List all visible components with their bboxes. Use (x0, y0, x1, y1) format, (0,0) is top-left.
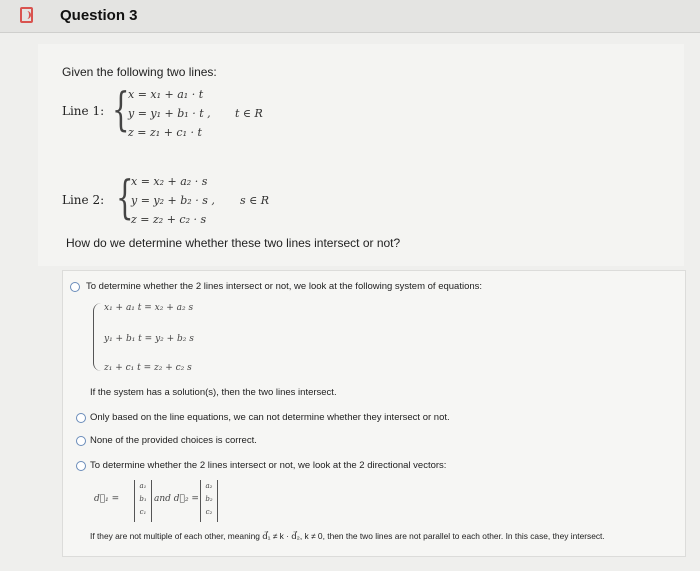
option4-radio[interactable] (76, 461, 86, 471)
option4-d1-c: c₁ (139, 508, 147, 516)
option3-text[interactable]: None of the provided choices is correct. (90, 435, 257, 446)
line2-label: Line 2: (62, 193, 105, 207)
option4-d2-c: c₂ (205, 508, 213, 516)
line2-eq-z: z = z₂ + c₂ · s (131, 213, 207, 226)
option4-d2-vector (200, 480, 218, 522)
option4-d1-label: d⃗₁ = (94, 494, 120, 504)
option1-radio[interactable] (70, 282, 80, 292)
question-title: Question 3 (60, 7, 138, 24)
line2-brace: { (116, 170, 134, 224)
line1-eq-x: x = x₁ + a₁ · t (128, 88, 204, 101)
line1-brace: { (112, 82, 130, 136)
option1-sys-y: y₁ + b₁ t = y₂ + b₂ s (104, 334, 194, 344)
line1-eq-y: y = y₁ + b₁ · t , (128, 107, 211, 120)
option1-sys-z: z₁ + c₁ t = z₂ + c₂ s (104, 363, 192, 373)
option4-text[interactable]: To determine whether the 2 lines intersect or not, we look at the 2 directional vectors: (90, 460, 447, 471)
option4-d2-a: a₂ (205, 482, 213, 490)
line1-eq-z: z = z₁ + c₁ · t (128, 126, 202, 139)
option1-followup: If the system has a solution(s), then the two lines intersect. (90, 387, 337, 398)
option1-text[interactable]: To determine whether the 2 lines intersect or not, we look at the following system of equations: (86, 281, 483, 292)
line2-domain: s ∈ R (240, 194, 270, 207)
question-header (0, 0, 700, 33)
option4-d1-b: b₁ (139, 495, 147, 503)
option2-text[interactable]: Only based on the line equations, we can not determine whether they intersect or not. (90, 412, 450, 423)
line1-domain: t ∈ R (235, 107, 263, 120)
line1-label: Line 1: (62, 104, 105, 118)
option1-sys-x: x₁ + a₁ t = x₂ + a₂ s (104, 303, 194, 313)
question-text: How do we determine whether these two lines intersect or not? (66, 236, 401, 250)
option4-d1-a: a₁ (139, 482, 147, 490)
option4-d2-b: b₂ (205, 495, 213, 503)
option4-followup: If they are not multiple of each other, meaning d⃗₁ ≠ k · d⃗₂, k ≠ 0, then the two lines are not parallel to each other. In this case, they intersect. (90, 531, 605, 541)
flag-icon[interactable] (20, 7, 33, 23)
option1-system-brace (93, 303, 102, 371)
option3-radio[interactable] (76, 436, 86, 446)
option2-radio[interactable] (76, 413, 86, 423)
line2-eq-x: x = x₂ + a₂ · s (131, 175, 208, 188)
prompt-intro: Given the following two lines: (62, 65, 217, 79)
line2-eq-y: y = y₂ + b₂ · s , (131, 194, 215, 207)
option4-d1-vector (134, 480, 152, 522)
option4-and-d2-label: and d⃗₂ = (154, 494, 199, 504)
